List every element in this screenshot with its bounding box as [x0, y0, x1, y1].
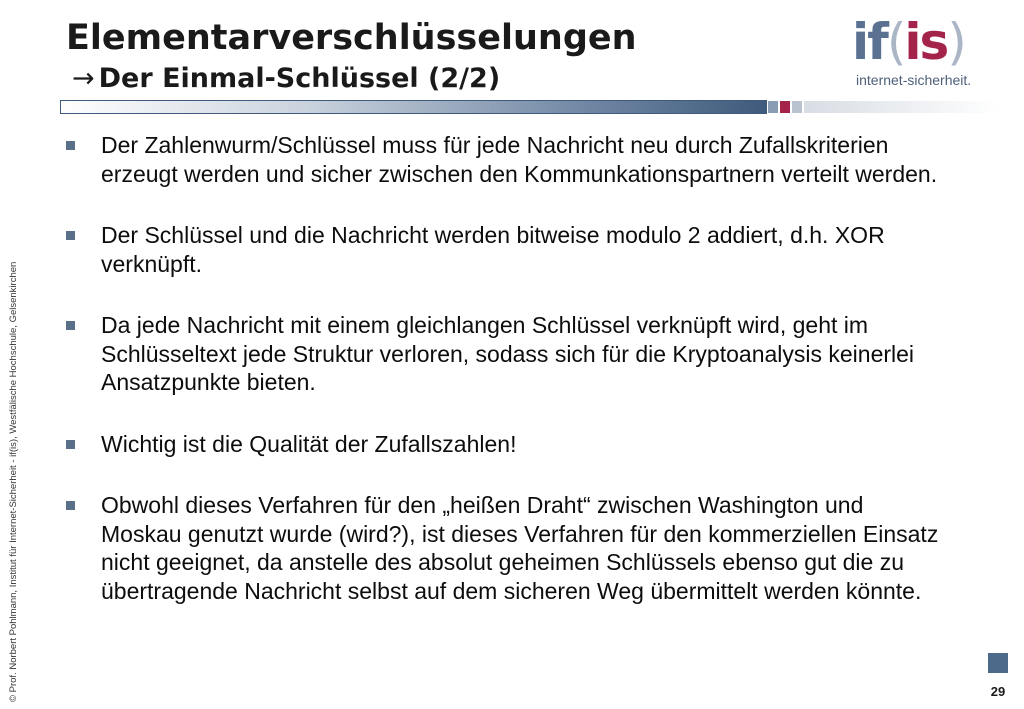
- logo-mark-if: if: [852, 13, 887, 71]
- bullet-text: Obwohl dieses Verfahren für den „heißen Draht“ zwischen Washington und Moskau genutzt wurde (wird?), ist dieses Verfahren für den kommerziellen Einsatz nicht geeignet, da anstelle des absolut geheimen Schlüssels ebenso gut die zu übertragende Nachricht selbst auf dem sicheren Weg übermittelt werden könnte.: [101, 492, 939, 604]
- bullet-item: [64, 221, 944, 278]
- square-bullet-icon: [66, 141, 75, 150]
- header-rule-bar: [60, 100, 1000, 114]
- logo-tagline: internet-sicherheit.: [856, 72, 972, 88]
- bullet-text: Der Schlüssel und die Nachricht werden bitweise modulo 2 addiert, d.h. XOR verknüpft.: [101, 222, 885, 277]
- arrow-right-icon: →: [72, 63, 95, 94]
- logo-mark-close-paren: ): [947, 13, 965, 71]
- bullet-list: [64, 131, 944, 605]
- page-number: 29: [990, 684, 1006, 699]
- bullet-item: [64, 430, 944, 459]
- bullet-item: [64, 311, 944, 397]
- square-bullet-icon: [66, 321, 75, 330]
- bullet-item: [64, 131, 944, 188]
- corner-square-decoration: [988, 653, 1008, 673]
- logo-mark-is: is: [904, 13, 948, 71]
- institute-logo: [852, 14, 992, 94]
- logo-mark-open-paren: (: [886, 13, 905, 71]
- bullet-text: Wichtig ist die Qualität der Zufallszahlen!: [101, 430, 517, 457]
- bullet-text: Da jede Nachricht mit einem gleichlangen Schlüssel verknüpft wird, geht im Schlüsseltext jede Struktur verloren, sodass sich für die Kryptoanalysis keinerlei Ansatzpunkte bieten.: [101, 312, 915, 395]
- slide-title: Elementarverschlüsselungen: [66, 18, 637, 58]
- bullet-item: [64, 491, 944, 605]
- slide-subtitle: [72, 63, 500, 95]
- sidebar-copyright: © Prof. Norbert Pohlmann, Institut für Internet-Sicherheit - if(is), Westfälische Hochschule, Gelsenkirchen: [8, 261, 19, 702]
- logo-mark: [852, 14, 965, 70]
- square-bullet-icon: [66, 501, 75, 510]
- bullet-text: Der Zahlenwurm/Schlüssel muss für jede Nachricht neu durch Zufallskriterien erzeugt werden und sicher zwischen den Kommunkationspartnern verteilt werden.: [101, 132, 938, 187]
- square-bullet-icon: [66, 440, 75, 449]
- slide-subtitle-text: Der Einmal-Schlüssel (2/2): [98, 63, 501, 94]
- square-bullet-icon: [66, 231, 75, 240]
